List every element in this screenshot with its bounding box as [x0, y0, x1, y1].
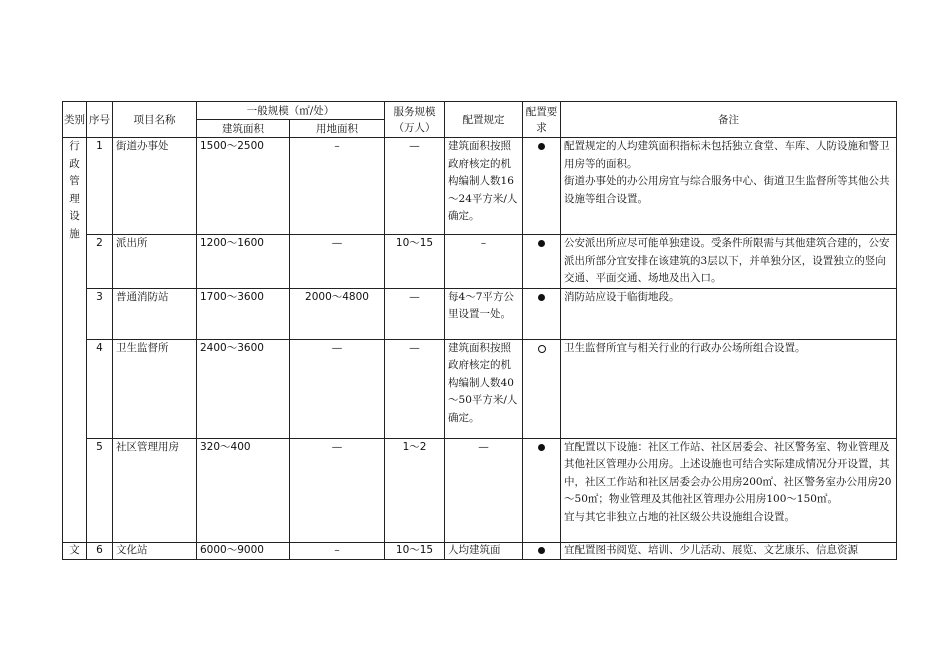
row-config-rule: 建筑面积按照政府核定的机构编制人数16～24平方米/人确定。 [445, 138, 523, 235]
row-config-req [523, 339, 561, 438]
row-config-rule: — [445, 438, 523, 542]
header-category: 类别 [63, 102, 87, 138]
row-name: 卫生监督所 [113, 339, 197, 438]
row-remarks: 卫生监督所宜与相关行业的行政办公场所组合设置。 [561, 339, 897, 438]
row-name: 普通消防站 [113, 288, 197, 339]
header-config-rule: 配置规定 [445, 102, 523, 138]
header-config-req: 配置要求 [523, 102, 561, 138]
row-service-scale: — [385, 288, 445, 339]
row-remarks: 消防站应设于临街地段。 [561, 288, 897, 339]
row-config-req [523, 438, 561, 542]
filled-circle-icon [538, 294, 545, 301]
header-remarks: 备注 [561, 102, 897, 138]
table-row [63, 235, 897, 289]
row-land-area: — [290, 339, 385, 438]
row-land-area: – [290, 138, 385, 235]
row-seq: 6 [87, 542, 113, 559]
header-name: 项目名称 [113, 102, 197, 138]
row-building-area: 2400～3600 [197, 339, 290, 438]
row-service-scale: 1～2 [385, 438, 445, 542]
table-row [63, 288, 897, 339]
row-seq: 3 [87, 288, 113, 339]
row-config-req [523, 542, 561, 559]
filled-circle-icon [538, 547, 545, 554]
filled-circle-icon [538, 143, 545, 150]
row-remarks: 宜配置以下设施：社区工作站、社区居委会、社区警务室、物业管理及其他社区管理办公用房。上述设施也可结合实际建成情况分开设置，其中，社区工作站和社区居委会办公用房200㎡、社区警务室办公用房20～50㎡；物业管理及其他社区管理办公用房100～150㎡。 宜与其它非独立占地的社区级公共设施组合设置。 [561, 438, 897, 542]
row-service-scale: 10～15 [385, 235, 445, 289]
filled-circle-icon [538, 444, 545, 451]
row-building-area: 1700～3600 [197, 288, 290, 339]
table-row [63, 438, 897, 542]
row-seq: 5 [87, 438, 113, 542]
row-seq: 1 [87, 138, 113, 235]
category-culture: 文 [63, 542, 87, 559]
table-row [63, 339, 897, 438]
facility-table [62, 101, 897, 560]
table-row [63, 542, 897, 559]
row-land-area: — [290, 438, 385, 542]
row-service-scale: — [385, 339, 445, 438]
header-seq: 序号 [87, 102, 113, 138]
filled-circle-icon [538, 240, 545, 247]
row-land-area: — [290, 235, 385, 289]
row-building-area: 1200～1600 [197, 235, 290, 289]
category-admin: 行政管理设施 [63, 138, 87, 543]
header-building-area: 建筑面积 [197, 120, 290, 138]
row-remarks: 公安派出所应尽可能单独建设。受条件所限需与其他建筑合建的，公安派出所部分宜安排在该建筑的3层以下，并单独分区，设置独立的竖向交通、平面交通、场地及出入口。 [561, 235, 897, 289]
row-remarks: 宜配置图书阅览、培训、少儿活动、展览、文艺康乐、信息资源 [561, 542, 897, 559]
row-building-area: 320～400 [197, 438, 290, 542]
header-service-scale: 服务规模（万人） [385, 102, 445, 138]
row-config-rule: 建筑面积按照政府核定的机构编制人数40～50平方米/人确定。 [445, 339, 523, 438]
row-service-scale: — [385, 138, 445, 235]
row-remarks: 配置规定的人均建筑面积指标未包括独立食堂、车库、人防设施和警卫用房等的面积。 街道办事处的办公用房宜与综合服务中心、街道卫生监督所等其他公共设施等组合设置。 [561, 138, 897, 235]
row-land-area: – [290, 542, 385, 559]
row-name: 文化站 [113, 542, 197, 559]
table-row [63, 138, 897, 235]
empty-circle-icon [538, 345, 546, 353]
row-config-req [523, 138, 561, 235]
row-land-area: 2000～4800 [290, 288, 385, 339]
row-seq: 4 [87, 339, 113, 438]
header-land-area: 用地面积 [290, 120, 385, 138]
row-building-area: 1500～2500 [197, 138, 290, 235]
row-config-rule: 每4～7平方公里设置一处。 [445, 288, 523, 339]
row-config-rule: – [445, 235, 523, 289]
row-name: 街道办事处 [113, 138, 197, 235]
row-building-area: 6000～9000 [197, 542, 290, 559]
row-service-scale: 10～15 [385, 542, 445, 559]
row-name: 社区管理用房 [113, 438, 197, 542]
row-config-req [523, 235, 561, 289]
row-config-req [523, 288, 561, 339]
header-scale: 一般规模（㎡/处） [197, 102, 385, 120]
row-name: 派出所 [113, 235, 197, 289]
row-config-rule: 人均建筑面 [445, 542, 523, 559]
row-seq: 2 [87, 235, 113, 289]
